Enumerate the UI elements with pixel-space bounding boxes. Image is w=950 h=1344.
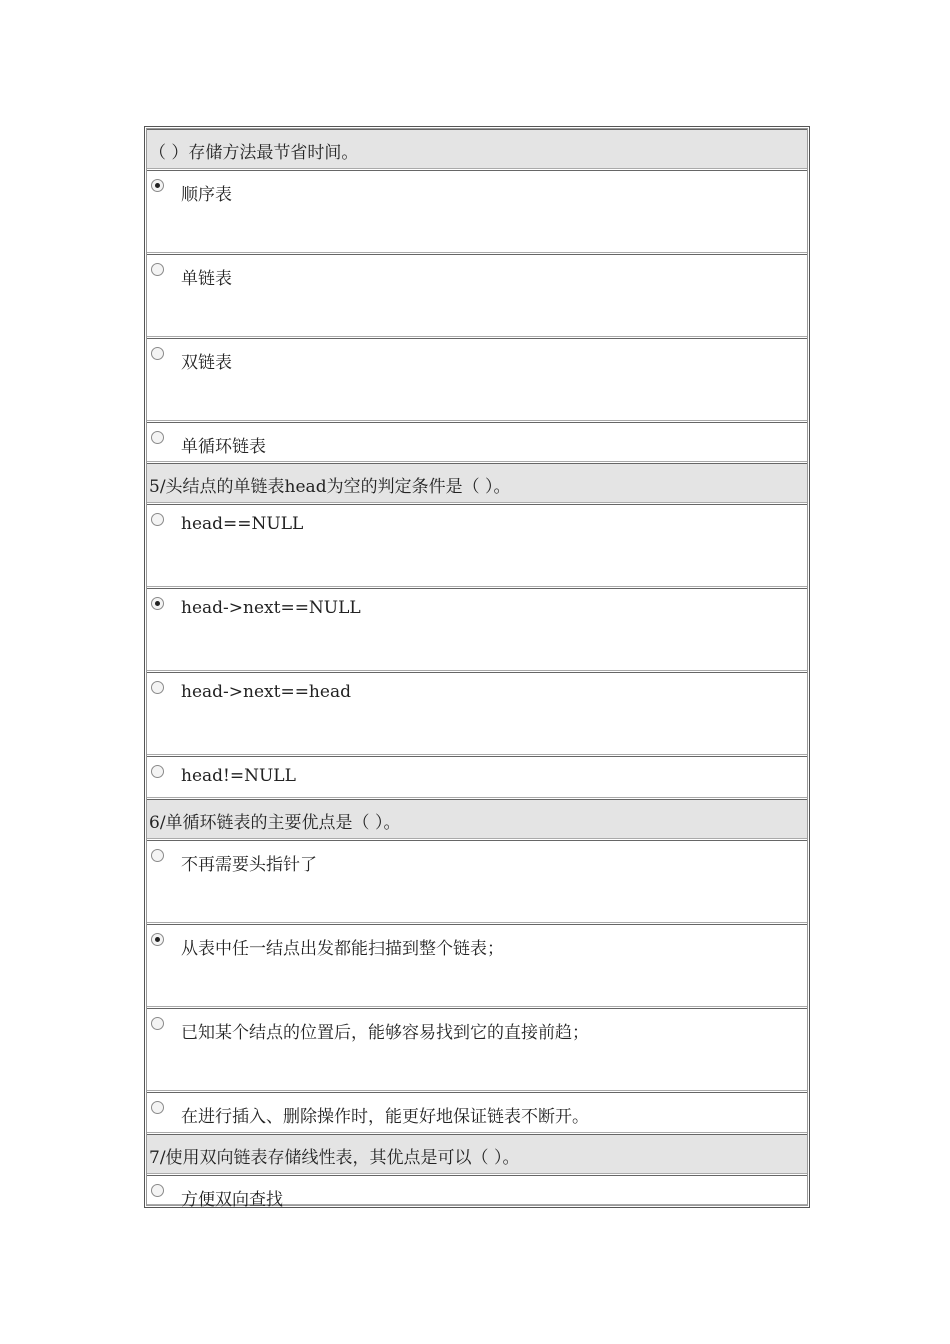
option-row[interactable] <box>147 1008 807 1091</box>
question-text: 5/头结点的单链表head为空的判定条件是（ ）。 <box>149 477 511 497</box>
question-header <box>147 799 807 839</box>
option-label: 双链表 <box>181 353 232 373</box>
option-label: head->next==head <box>181 682 351 702</box>
option-row[interactable] <box>147 504 807 587</box>
option-label: 单链表 <box>181 269 232 289</box>
radio-button-selected[interactable] <box>151 179 164 192</box>
question-header <box>147 1134 807 1174</box>
radio-button-selected[interactable] <box>151 933 164 946</box>
question-text: 6/单循环链表的主要优点是（ ）。 <box>149 813 401 833</box>
radio-button[interactable] <box>151 1101 164 1114</box>
radio-button[interactable] <box>151 347 164 360</box>
option-row[interactable] <box>147 422 807 462</box>
option-label: head!=NULL <box>181 766 296 786</box>
radio-button[interactable] <box>151 849 164 862</box>
radio-button[interactable] <box>151 431 164 444</box>
question-header <box>147 129 807 169</box>
radio-button[interactable] <box>151 263 164 276</box>
radio-button-selected[interactable] <box>151 597 164 610</box>
option-label: 单循环链表 <box>181 437 266 457</box>
option-row[interactable] <box>147 756 807 798</box>
radio-button[interactable] <box>151 681 164 694</box>
radio-button[interactable] <box>151 765 164 778</box>
option-label: 在进行插入、删除操作时，能更好地保证链表不断开。 <box>181 1107 589 1127</box>
option-label: 顺序表 <box>181 185 232 205</box>
question-text: 7/使用双向链表存储线性表，其优点是可以（ ）。 <box>149 1148 520 1168</box>
option-label: 不再需要头指针了 <box>181 855 317 875</box>
option-label: head->next==NULL <box>181 598 361 618</box>
radio-button[interactable] <box>151 513 164 526</box>
quiz-table <box>144 126 810 1208</box>
question-text: （ ）存储方法最节省时间。 <box>149 143 359 163</box>
option-row[interactable] <box>147 588 807 671</box>
radio-button[interactable] <box>151 1184 164 1197</box>
option-label: 已知某个结点的位置后，能够容易找到它的直接前趋； <box>181 1023 589 1043</box>
question-header <box>147 463 807 503</box>
option-row[interactable] <box>147 1175 807 1210</box>
radio-button[interactable] <box>151 1017 164 1030</box>
option-label: 方便双向查找 <box>181 1190 283 1210</box>
option-row[interactable] <box>147 254 807 337</box>
option-row[interactable] <box>147 1092 807 1133</box>
option-row[interactable] <box>147 672 807 755</box>
option-row[interactable] <box>147 924 807 1007</box>
option-row[interactable] <box>147 170 807 253</box>
option-label: 从表中任一结点出发都能扫描到整个链表； <box>181 939 504 959</box>
option-label: head==NULL <box>181 514 304 534</box>
option-row[interactable] <box>147 338 807 421</box>
option-row[interactable] <box>147 840 807 923</box>
